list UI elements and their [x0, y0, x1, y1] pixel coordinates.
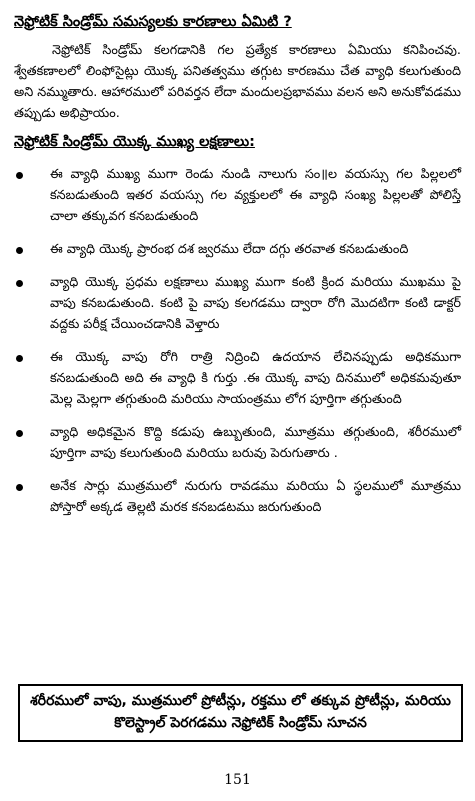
- list-item: ఈ వ్యాధి యొక్క ప్రారంభ దశ జ్వరము లేదా దగ్గు తరవాత కనబడుతుంది: [14, 239, 461, 260]
- bullet-icon: [16, 172, 23, 179]
- list-item: వ్యాధి యొక్క ప్రధమ లక్షణాలు ముఖ్య ముగా కంటి క్రింద మరియు ముఖము పై వాపు కనబడుతుంది. కంటి పై వాపు కలగడము ద్వారా రోగి మొదటిగా కంటి డాక్టర్ వద్దకు పరీక్ష చేయించడానికి వెళ్తారు: [14, 272, 461, 335]
- symptoms-list: [14, 164, 461, 518]
- page-number: 151: [224, 772, 251, 788]
- bullet-icon: [16, 355, 23, 362]
- causes-paragraph: నెఫ్రోటిక్ సిండ్రోమ్ కలగడానికి గల ప్రత్యేక కారణాలు ఏమియు కనిపించవు. శ్వేతకణాలలో లింఫోసైట్లు యొక్క పనితత్వము తగ్గుట కారణము చేత వ్యాధి కలుగుతుంది అని నమ్ముతారు. ఆహారములో పరివర్తన లేదా మందులప్రభావము వలన అని అనుకోవడము తప్పుడు అభిప్రాయం.: [14, 43, 461, 121]
- bullet-icon: [16, 247, 23, 254]
- summary-box: శరీరములో వాపు, ముత్రములో ప్రోటీన్లు, రక్తము లో తక్కువ ప్రోటీన్లు, మరియు కొలెస్ట్రాల్ పెరగడము నెఫ్రోటిక్ సిండ్రోమ్ సూచన: [18, 684, 463, 742]
- list-item: అనేక సార్లు ముత్రములో నురుగు రావడము మరియు ఏ స్థలములో మూత్రము పోస్తారో అక్కడ తెల్లటి మరక కనబడటము జరుగుతుంది: [14, 476, 461, 518]
- list-item: వ్యాధి అధికమైన కొద్ది కడుపు ఉబ్బుతుంది, మూత్రము తగ్గుతుంది, శరీరములో పూర్తిగా వాపు కలుగుతుంది మరియు బరువు పెరుగుతారు .: [14, 422, 461, 464]
- list-item: ఈ వ్యాధి ముఖ్య ముగా రెండు నుండి నాలుగు సం॥ల వయస్సు గల పిల్లలలో కనబడుతుంది ఇతర వయస్సు గల వ్యక్తులలో ఈ వ్యాధి సంఖ్య పిల్లలతో పోలిస్తే చాలా తక్కువగ కనబడుతుంది: [14, 164, 461, 227]
- bullet-icon: [16, 430, 23, 437]
- bullet-icon: [16, 280, 23, 287]
- section-heading-symptoms: నెఫ్రోటిక్ సిండ్రోమ్ యొక్క ముఖ్య లక్షణాలు:: [14, 134, 255, 150]
- bullet-icon: [16, 484, 23, 491]
- section-heading-causes: నెఫ్రోటిక్ సిండ్రోమ్ సమస్యలకు కారణాలు ఏమిటి ?: [14, 14, 292, 30]
- list-item: ఈ యొక్క వాపు రోగి రాత్రి నిద్రించి ఉదయాన లేచినప్పుడు అధికముగా కనబడుతుంది అది ఈ వ్యాధి కి గుర్తు .ఈ యొక్క వాపు దినములో అధికమవుతూ మెల్ల మెల్లగా తగ్గుతుంది మరియు సాయంత్రము లోగ పూర్తిగా తగ్గుతుంది: [14, 347, 461, 410]
